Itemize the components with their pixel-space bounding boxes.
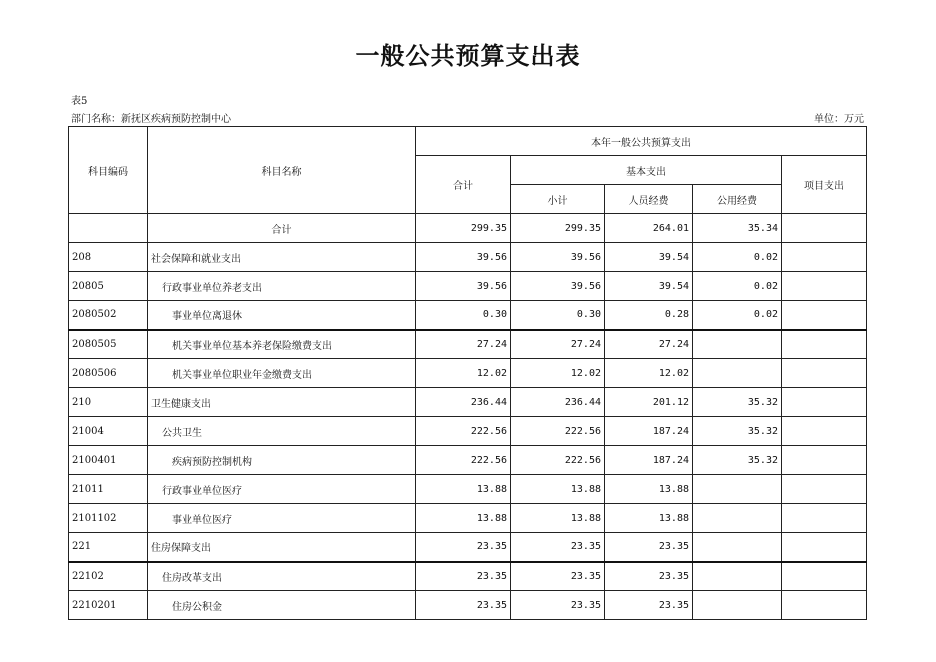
cell-project bbox=[782, 359, 867, 388]
cell-name: 住房保障支出 bbox=[148, 533, 416, 562]
cell-name: 卫生健康支出 bbox=[148, 388, 416, 417]
cell-total: 12.02 bbox=[416, 359, 511, 388]
cell-public bbox=[693, 359, 782, 388]
cell-code: 21011 bbox=[69, 475, 148, 504]
cell-public: 35.32 bbox=[693, 446, 782, 475]
cell-public bbox=[693, 533, 782, 562]
cell-subtotal: 236.44 bbox=[511, 388, 605, 417]
cell-public: 35.32 bbox=[693, 417, 782, 446]
cell-code: 2210201 bbox=[69, 591, 148, 620]
cell-name: 合计 bbox=[148, 214, 416, 243]
cell-code: 22102 bbox=[69, 562, 148, 591]
department-name: 部门名称：新抚区疾病预防控制中心 bbox=[71, 114, 231, 125]
cell-public: 35.32 bbox=[693, 388, 782, 417]
cell-public bbox=[693, 562, 782, 591]
cell-personnel: 39.54 bbox=[605, 272, 693, 301]
table-row bbox=[69, 533, 867, 562]
cell-total: 222.56 bbox=[416, 446, 511, 475]
table-row bbox=[69, 446, 867, 475]
header-name: 科目名称 bbox=[148, 127, 416, 214]
table-row bbox=[69, 272, 867, 301]
cell-total: 39.56 bbox=[416, 243, 511, 272]
cell-code bbox=[69, 214, 148, 243]
cell-name: 机关事业单位基本养老保险缴费支出 bbox=[148, 330, 416, 359]
cell-total: 23.35 bbox=[416, 562, 511, 591]
budget-table bbox=[68, 126, 867, 620]
cell-total: 27.24 bbox=[416, 330, 511, 359]
total-row bbox=[69, 214, 867, 243]
cell-project bbox=[782, 591, 867, 620]
cell-subtotal: 13.88 bbox=[511, 504, 605, 533]
header-basic: 基本支出 bbox=[511, 156, 782, 185]
cell-name: 疾病预防控制机构 bbox=[148, 446, 416, 475]
unit-label: 单位：万元 bbox=[814, 114, 864, 125]
cell-public bbox=[693, 330, 782, 359]
table-row bbox=[69, 330, 867, 359]
cell-project bbox=[782, 533, 867, 562]
cell-public bbox=[693, 475, 782, 504]
cell-personnel: 187.24 bbox=[605, 417, 693, 446]
table-number: 表5 bbox=[71, 96, 88, 107]
cell-code: 210 bbox=[69, 388, 148, 417]
cell-subtotal: 39.56 bbox=[511, 272, 605, 301]
header-public: 公用经费 bbox=[693, 185, 782, 214]
table-row bbox=[69, 504, 867, 533]
header-group: 本年一般公共预算支出 bbox=[416, 127, 867, 156]
cell-code: 2101102 bbox=[69, 504, 148, 533]
cell-subtotal: 299.35 bbox=[511, 214, 605, 243]
cell-project bbox=[782, 243, 867, 272]
cell-personnel: 187.24 bbox=[605, 446, 693, 475]
cell-name: 社会保障和就业支出 bbox=[148, 243, 416, 272]
cell-subtotal: 12.02 bbox=[511, 359, 605, 388]
cell-public: 0.02 bbox=[693, 243, 782, 272]
header-code: 科目编码 bbox=[69, 127, 148, 214]
cell-personnel: 13.88 bbox=[605, 475, 693, 504]
cell-subtotal: 0.30 bbox=[511, 301, 605, 330]
cell-name: 行政事业单位医疗 bbox=[148, 475, 416, 504]
cell-code: 208 bbox=[69, 243, 148, 272]
cell-total: 13.88 bbox=[416, 475, 511, 504]
cell-project bbox=[782, 475, 867, 504]
cell-personnel: 264.01 bbox=[605, 214, 693, 243]
cell-personnel: 23.35 bbox=[605, 562, 693, 591]
cell-project bbox=[782, 446, 867, 475]
cell-code: 2080506 bbox=[69, 359, 148, 388]
cell-subtotal: 23.35 bbox=[511, 562, 605, 591]
cell-code: 2080505 bbox=[69, 330, 148, 359]
cell-public bbox=[693, 591, 782, 620]
cell-personnel: 0.28 bbox=[605, 301, 693, 330]
cell-code: 2080502 bbox=[69, 301, 148, 330]
cell-project bbox=[782, 504, 867, 533]
table-row bbox=[69, 475, 867, 504]
table-row bbox=[69, 388, 867, 417]
cell-project bbox=[782, 562, 867, 591]
cell-total: 0.30 bbox=[416, 301, 511, 330]
cell-personnel: 201.12 bbox=[605, 388, 693, 417]
table-row bbox=[69, 301, 867, 330]
cell-subtotal: 23.35 bbox=[511, 533, 605, 562]
cell-subtotal: 23.35 bbox=[511, 591, 605, 620]
cell-total: 39.56 bbox=[416, 272, 511, 301]
cell-subtotal: 39.56 bbox=[511, 243, 605, 272]
cell-code: 221 bbox=[69, 533, 148, 562]
cell-personnel: 12.02 bbox=[605, 359, 693, 388]
cell-total: 236.44 bbox=[416, 388, 511, 417]
cell-total: 23.35 bbox=[416, 533, 511, 562]
cell-project bbox=[782, 330, 867, 359]
header-total: 合计 bbox=[416, 156, 511, 214]
table-row bbox=[69, 562, 867, 591]
cell-code: 20805 bbox=[69, 272, 148, 301]
cell-name: 机关事业单位职业年金缴费支出 bbox=[148, 359, 416, 388]
cell-name: 公共卫生 bbox=[148, 417, 416, 446]
cell-project bbox=[782, 214, 867, 243]
cell-total: 222.56 bbox=[416, 417, 511, 446]
cell-name: 住房改革支出 bbox=[148, 562, 416, 591]
cell-name: 事业单位医疗 bbox=[148, 504, 416, 533]
header-subtotal: 小计 bbox=[511, 185, 605, 214]
cell-subtotal: 222.56 bbox=[511, 446, 605, 475]
cell-public: 0.02 bbox=[693, 301, 782, 330]
cell-project bbox=[782, 301, 867, 330]
table-row bbox=[69, 359, 867, 388]
cell-personnel: 13.88 bbox=[605, 504, 693, 533]
cell-total: 23.35 bbox=[416, 591, 511, 620]
table-row bbox=[69, 591, 867, 620]
page-title: 一般公共预算支出表 bbox=[355, 41, 581, 70]
cell-name: 行政事业单位养老支出 bbox=[148, 272, 416, 301]
cell-personnel: 27.24 bbox=[605, 330, 693, 359]
cell-project bbox=[782, 272, 867, 301]
cell-total: 299.35 bbox=[416, 214, 511, 243]
cell-personnel: 23.35 bbox=[605, 533, 693, 562]
cell-public bbox=[693, 504, 782, 533]
header-personnel: 人员经费 bbox=[605, 185, 693, 214]
cell-name: 事业单位离退休 bbox=[148, 301, 416, 330]
cell-code: 21004 bbox=[69, 417, 148, 446]
table-row bbox=[69, 243, 867, 272]
cell-name: 住房公积金 bbox=[148, 591, 416, 620]
cell-project bbox=[782, 388, 867, 417]
cell-subtotal: 13.88 bbox=[511, 475, 605, 504]
cell-code: 2100401 bbox=[69, 446, 148, 475]
cell-project bbox=[782, 417, 867, 446]
table-row bbox=[69, 417, 867, 446]
cell-public: 0.02 bbox=[693, 272, 782, 301]
header-project: 项目支出 bbox=[782, 156, 867, 214]
cell-subtotal: 222.56 bbox=[511, 417, 605, 446]
cell-public: 35.34 bbox=[693, 214, 782, 243]
cell-personnel: 39.54 bbox=[605, 243, 693, 272]
cell-total: 13.88 bbox=[416, 504, 511, 533]
cell-personnel: 23.35 bbox=[605, 591, 693, 620]
cell-subtotal: 27.24 bbox=[511, 330, 605, 359]
